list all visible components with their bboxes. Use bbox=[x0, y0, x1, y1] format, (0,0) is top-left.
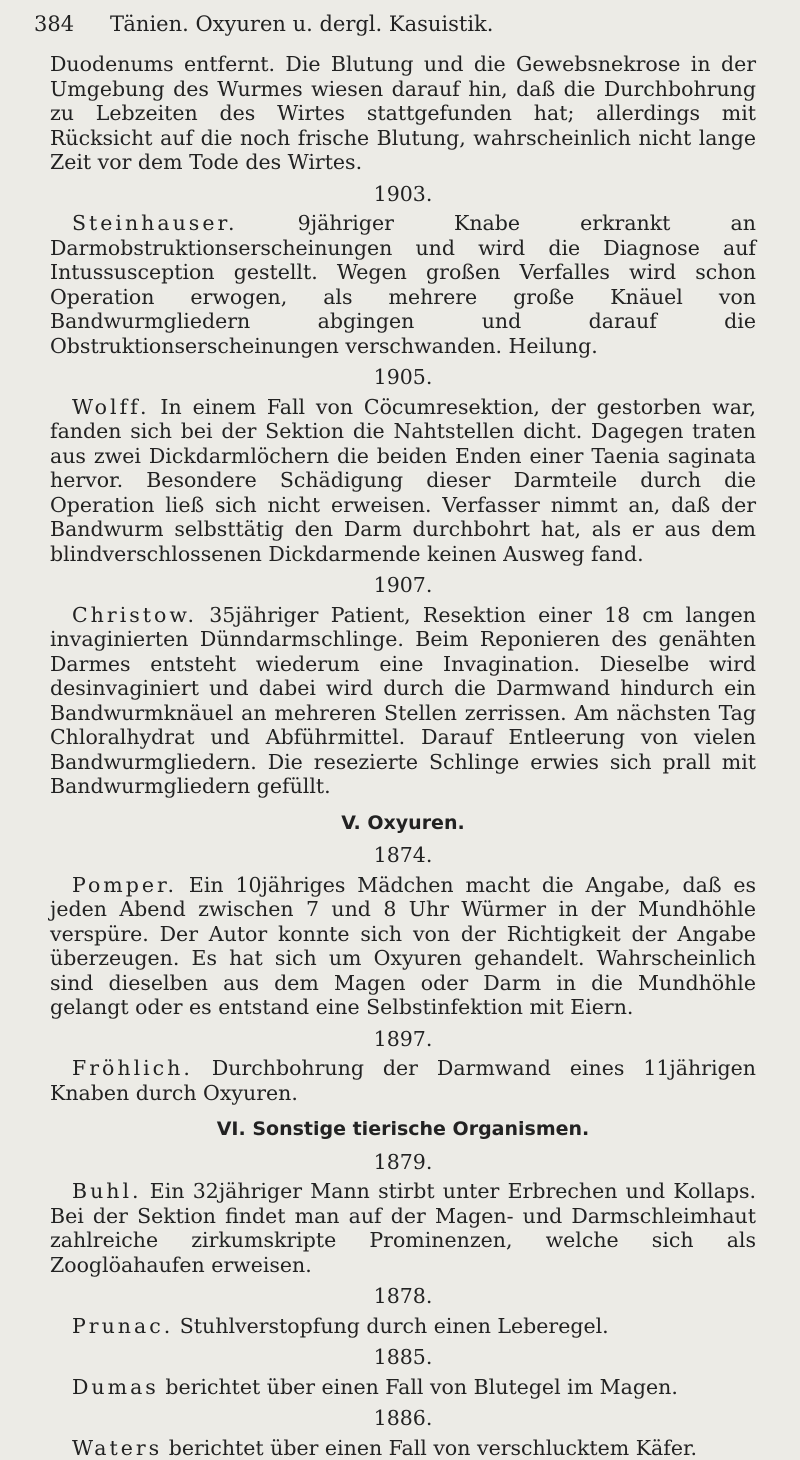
case-entry bbox=[50, 1314, 756, 1339]
author-name: Pomper. bbox=[72, 873, 177, 897]
entry-text: 35jähriger Patient, Resektion einer 18 cm langen invaginierten Dünndarmschlinge. Beim Reponieren des genähten Darmes entsteht wiederum eine Invagination. Dieselbe wird desinvaginiert und dabei wird durch die Darmwand hindurch ein Bandwurmknäuel an mehreren Stellen zerrissen. Am nächsten Tag Chloralhydrat und Abführmittel. Darauf Entleerung von vielen Bandwurmgliedern. Die resezierte Schlinge erwies sich prall mit Bandwurmgliedern gefüllt. bbox=[50, 603, 756, 799]
author-name: Wolff. bbox=[72, 395, 150, 419]
entry-year: 1905. bbox=[50, 365, 756, 390]
entry-text: 9jähriger Knabe erkrankt an Darmobstruktionserscheinungen und wird die Diagnose auf Intussusception gestellt. Wegen großen Verfalles wird schon Operation erwogen, als mehrere große Knäuel von Bandwurmgliedern abgingen und darauf die Obstruktionserscheinungen verschwanden. Heilung. bbox=[50, 211, 756, 358]
author-name: Waters bbox=[72, 1436, 162, 1460]
running-header bbox=[34, 12, 756, 52]
author-name: Christow. bbox=[72, 603, 197, 627]
author-name: Fröhlich. bbox=[72, 1056, 193, 1080]
entry-text: Ein 32jähriger Mann stirbt unter Erbrechen und Kollaps. Bei der Sektion findet man auf der Magen- und Darmschleimhaut zahlreiche zirkumskripte Prominenzen, welche sich als Zooglöahaufen erweisen. bbox=[50, 1179, 756, 1277]
entry-year: 1885. bbox=[50, 1345, 756, 1370]
author-name: Steinhauser. bbox=[72, 211, 238, 235]
entry-year: 1874. bbox=[50, 843, 756, 868]
author-name: Buhl. bbox=[72, 1179, 142, 1203]
case-entry bbox=[50, 873, 756, 1020]
case-entry bbox=[50, 1179, 756, 1277]
entry-year: 1903. bbox=[50, 182, 756, 207]
intro-paragraph: Duodenums entfernt. Die Blutung und die Gewebsnekrose in der Umgebung des Wurmes wiesen darauf hin, daß die Durchbohrung zu Lebzeiten des Wirtes stattgefunden hat; allerdings mit Rücksicht auf die noch frische Blutung, wahrscheinlich nicht lange Zeit vor dem Tode des Wirtes. bbox=[50, 52, 756, 175]
page-number: 384 bbox=[34, 12, 110, 36]
entry-year: 1879. bbox=[50, 1150, 756, 1175]
case-entry bbox=[50, 395, 756, 567]
case-entry bbox=[50, 603, 756, 799]
case-entry bbox=[50, 1056, 756, 1105]
case-entry bbox=[50, 1436, 756, 1460]
section-heading: V. Oxyuren. bbox=[50, 811, 756, 836]
entry-text: Ein 10jähriges Mädchen macht die Angabe, daß es jeden Abend zwischen 7 und 8 Uhr Würmer in der Mundhöhle verspüre. Der Autor konnte sich von der Richtigkeit der Angabe überzeugen. Es hat sich um Oxyuren gehandelt. Wahrscheinlich sind dieselben aus dem Magen oder Darm in die Mundhöhle gelangt oder es entstand eine Selbstinfektion mit Eiern. bbox=[50, 873, 756, 1020]
entry-year: 1886. bbox=[50, 1406, 756, 1431]
entry-year: 1907. bbox=[50, 573, 756, 598]
author-name: Dumas bbox=[72, 1375, 159, 1399]
case-entry bbox=[50, 1375, 756, 1400]
section-heading: VI. Sonstige tierische Organismen. bbox=[50, 1117, 756, 1142]
case-entry bbox=[50, 211, 756, 358]
author-name: Prunac. bbox=[72, 1314, 173, 1338]
entry-text: berichtet über einen Fall von Blutegel im Magen. bbox=[165, 1375, 677, 1399]
entry-text: berichtet über einen Fall von verschlucktem Käfer. bbox=[169, 1436, 697, 1460]
entry-text: Stuhlverstopfung durch einen Leberegel. bbox=[180, 1314, 609, 1338]
running-title: Tänien. Oxyuren u. dergl. Kasuistik. bbox=[110, 12, 756, 36]
entry-year: 1878. bbox=[50, 1284, 756, 1309]
entry-text: Durchbohrung der Darmwand eines 11jährigen Knaben durch Oxyuren. bbox=[50, 1056, 756, 1105]
entry-text: In einem Fall von Cöcumresektion, der gestorben war, fanden sich bei der Sektion die Nahtstellen dicht. Dagegen traten aus zwei Dickdarmlöchern die beiden Enden einer Taenia saginata hervor. Besondere Schädigung dieser Darmteile durch die Operation ließ sich nicht erweisen. Verfasser nimmt an, daß der Bandwurm selbsttätig den Darm durchbohrt hat, als er aus dem blindverschlossenen Dickdarmende keinen Ausweg fand. bbox=[50, 395, 756, 566]
entry-year: 1897. bbox=[50, 1027, 756, 1052]
page-body bbox=[50, 52, 756, 1460]
